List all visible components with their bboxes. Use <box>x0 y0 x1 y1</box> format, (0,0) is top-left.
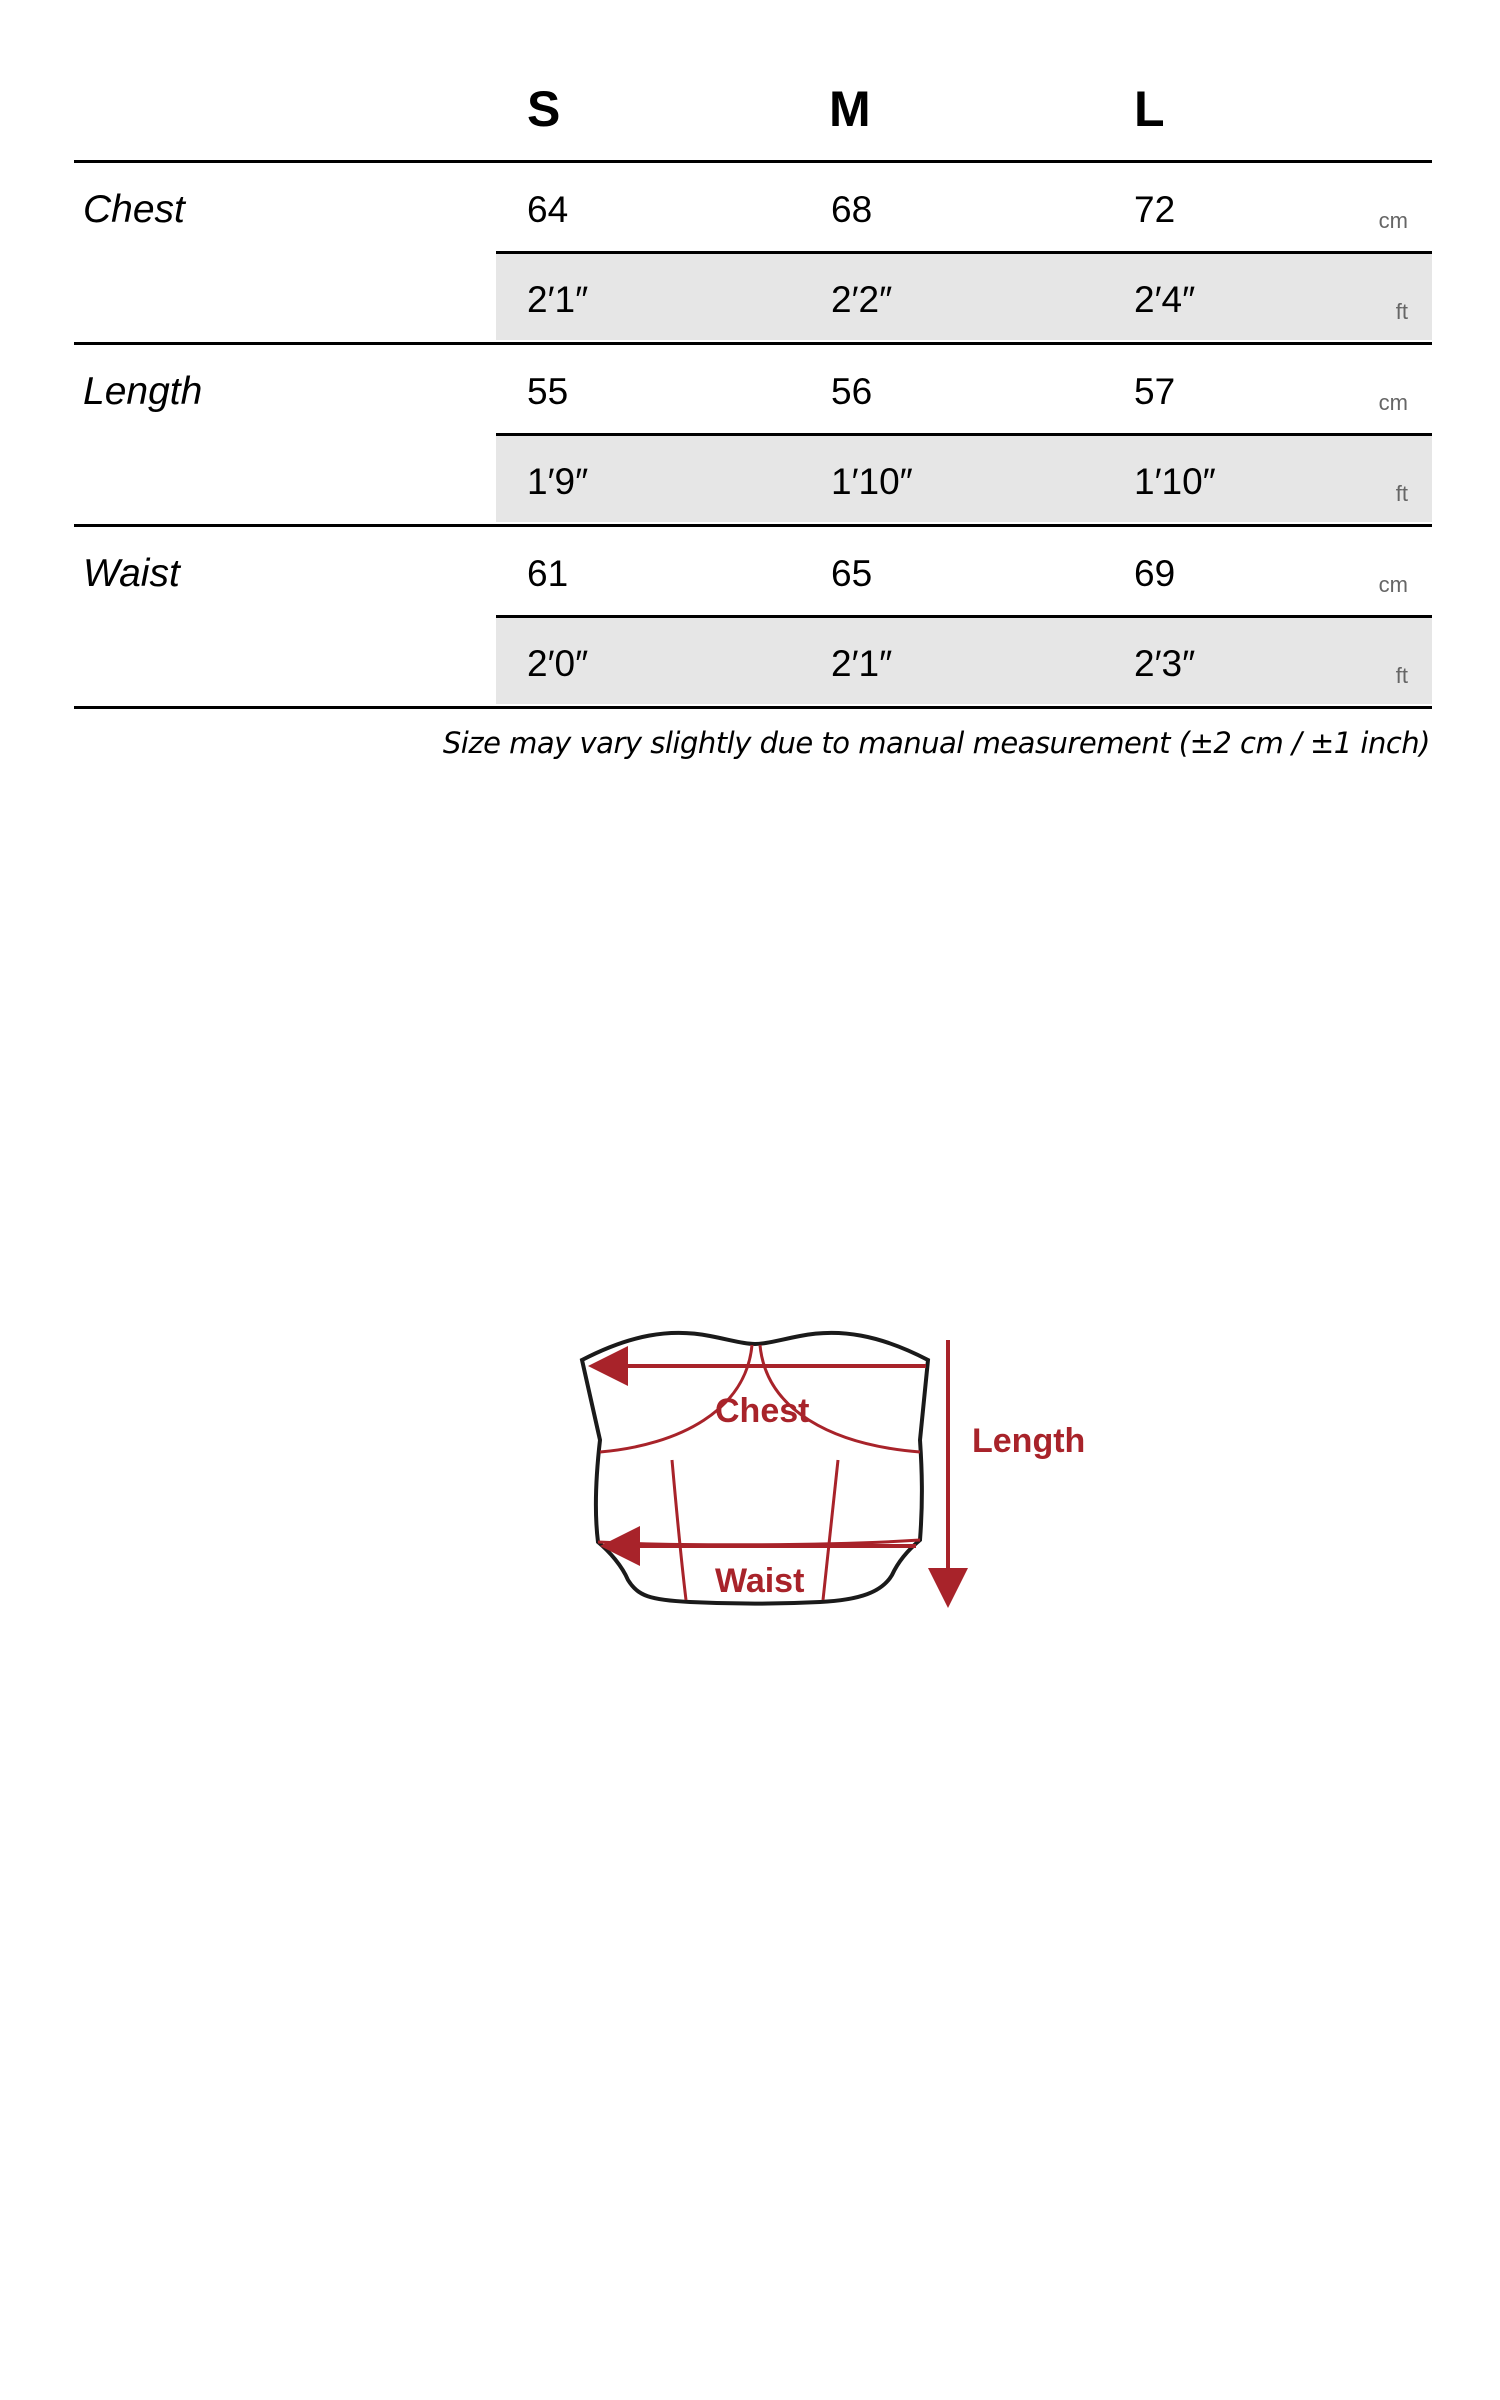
row-label-length: Length <box>83 370 203 413</box>
chest-m-ft: 2′2″ <box>831 279 893 320</box>
chest-l-cm: 72 <box>1134 189 1176 230</box>
table-divider <box>74 160 1432 163</box>
unit-ft: ft <box>1395 663 1408 688</box>
length-l-cm: 57 <box>1134 371 1176 412</box>
table-divider <box>74 706 1432 709</box>
chest-label: Chest <box>715 1392 810 1430</box>
measurement-note: Size may vary slightly due to manual measurement (±2 cm / ±1 inch) <box>442 726 1430 760</box>
table-divider <box>74 342 1432 345</box>
length-m-ft: 1′10″ <box>831 461 913 502</box>
row-label-chest: Chest <box>83 188 185 231</box>
unit-cm: cm <box>1378 208 1408 233</box>
unit-cm: cm <box>1378 572 1408 597</box>
row-band-chest-ft <box>496 252 1432 340</box>
unit-ft: ft <box>1395 299 1408 324</box>
waist-l-ft: 2′3″ <box>1134 643 1196 684</box>
waist-s-ft: 2′0″ <box>527 643 589 684</box>
table-divider <box>496 433 1432 436</box>
size-header-m: M <box>829 81 871 137</box>
length-label: Length <box>972 1422 1086 1460</box>
length-s-cm: 55 <box>527 371 569 412</box>
waist-label: Waist <box>715 1562 805 1600</box>
row-band-length-ft <box>496 434 1432 522</box>
waist-s-cm: 61 <box>527 553 569 594</box>
unit-cm: cm <box>1378 390 1408 415</box>
table-divider <box>496 251 1432 254</box>
unit-ft: ft <box>1395 481 1408 506</box>
size-header-l: L <box>1134 81 1165 137</box>
length-s-ft: 1′9″ <box>527 461 589 502</box>
row-band-waist-ft <box>496 616 1432 704</box>
chest-l-ft: 2′4″ <box>1134 279 1196 320</box>
size-header-s: S <box>527 81 561 137</box>
length-m-cm: 56 <box>831 371 873 412</box>
table-divider <box>74 524 1432 527</box>
chest-s-ft: 2′1″ <box>527 279 589 320</box>
waist-l-cm: 69 <box>1134 553 1176 594</box>
table-divider <box>496 615 1432 618</box>
garment-measurement-diagram <box>560 1300 1100 1620</box>
chest-s-cm: 64 <box>527 189 569 230</box>
row-label-waist: Waist <box>83 552 180 595</box>
length-l-ft: 1′10″ <box>1134 461 1216 502</box>
chest-m-cm: 68 <box>831 189 873 230</box>
waist-m-ft: 2′1″ <box>831 643 893 684</box>
waist-m-cm: 65 <box>831 553 873 594</box>
